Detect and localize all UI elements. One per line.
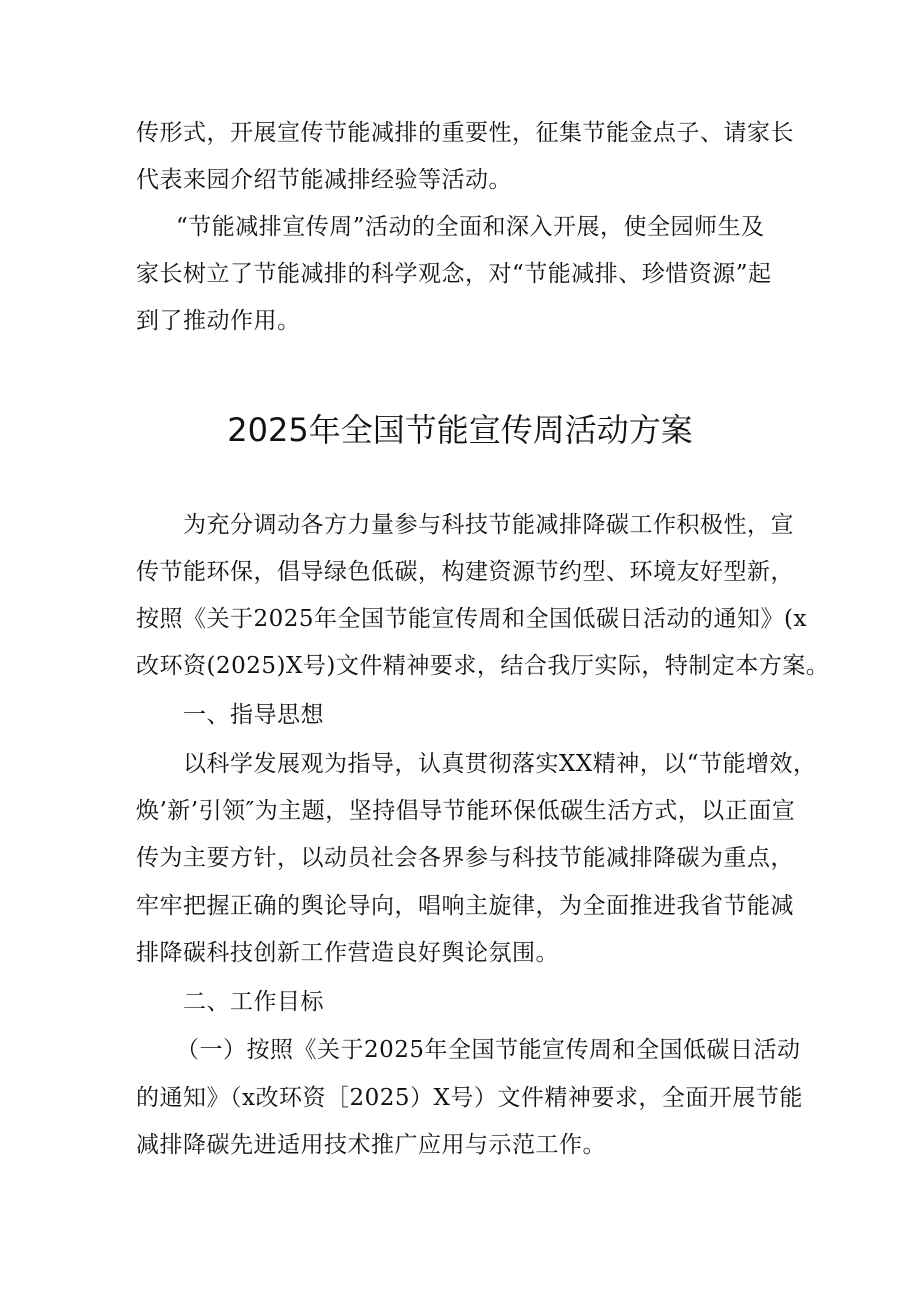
- body-line-6: 以科学发展观为指导，认真贯彻落实XX精神，以“节能增效，: [183, 751, 817, 777]
- body-line-3: 按照《关于2025年全国节能宣传周和全国低碳日活动的通知》(x: [136, 606, 807, 632]
- body-line-8: 传为主要方针，以动员社会各界参与科技节能减排降碳为重点，: [136, 845, 794, 871]
- intro-line-2: 代表来园介绍节能减排经验等活动。: [136, 167, 512, 193]
- body-line-12: （一）按照《关于2025年全国节能宣传周和全国低碳日活动: [176, 1037, 801, 1063]
- section-heading-work-goals: 二、工作目标: [183, 989, 324, 1015]
- intro-line-4: 家长树立了节能减排的科学观念，对“节能减排、珍惜资源”起: [136, 261, 772, 287]
- body-line-9: 牢牢把握正确的舆论导向，唱响主旋律，为全面推进我省节能减: [136, 893, 794, 919]
- body-line-14: 减排降碳先进适用技术推广应用与示范工作。: [136, 1132, 606, 1158]
- body-line-2: 传节能环保，倡导绿色低碳，构建资源节约型、环境友好型新，: [136, 559, 794, 585]
- body-line-1: 为充分调动各方力量参与科技节能减排降碳工作积极性，宣: [183, 512, 794, 538]
- body-line-10: 排降碳科技创新工作营造良好舆论氛围。: [136, 940, 559, 966]
- intro-line-1: 传形式，开展宣传节能减排的重要性，征集节能金点子、请家长: [136, 120, 794, 146]
- document-title: 2025年全国节能宣传周活动方案: [227, 411, 693, 449]
- intro-line-5: 到了推动作用。: [136, 308, 301, 334]
- section-heading-guiding-thought: 一、指导思想: [183, 702, 324, 728]
- body-line-13: 的通知》（x改环资［2025）X号）文件精神要求，全面开展节能: [136, 1085, 803, 1111]
- intro-line-3: “节能减排宣传周”活动的全面和深入开展，使全园师生及: [176, 214, 765, 240]
- body-line-7: 焕’新’引领″为主题，坚持倡导节能环保低碳生活方式，以正面宣: [136, 798, 796, 824]
- body-line-4: 改环资(2025)X号)文件精神要求，结合我厅实际，特制定本方案。: [136, 653, 830, 679]
